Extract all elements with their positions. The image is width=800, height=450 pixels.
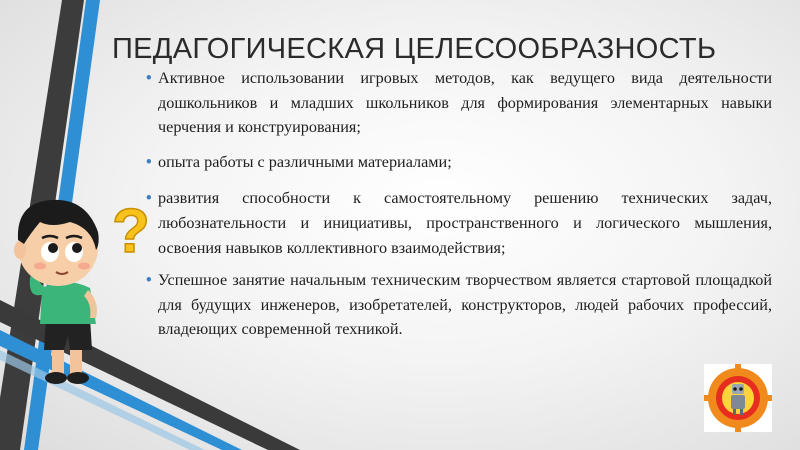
- bullet-item: • Успешное занятие начальным техническим творчеством является стартовой площадкой для будущих инженеров, изобретателей, конструкторов, людей рабочих профессий, владеющих современной техникой.: [146, 268, 772, 342]
- bullet-item: • Активное использовании игровых методов, как ведущего вида деятельности дошкольников и младших школьников для формирования элементарных навыки черчения и конструирования;: [146, 66, 772, 140]
- svg-text:?: ?: [112, 197, 150, 266]
- technical-creativity-logo: [704, 364, 772, 432]
- bullet-item: • развития способности к самостоятельному решению технических задач, любознательности и инициативы, пространственного и логического мышления, освоения навыков коллективного взаимодействия;: [146, 186, 772, 260]
- slide-title: ПЕДАГОГИЧЕСКАЯ ЦЕЛЕСООБРАЗНОСТЬ: [112, 33, 717, 65]
- question-mark-icon: [112, 197, 150, 266]
- bullet-item: • опыта работы с различными материалами;: [146, 150, 772, 175]
- bullet-list: [146, 66, 772, 342]
- thinking-boy-illustration: [0, 178, 150, 388]
